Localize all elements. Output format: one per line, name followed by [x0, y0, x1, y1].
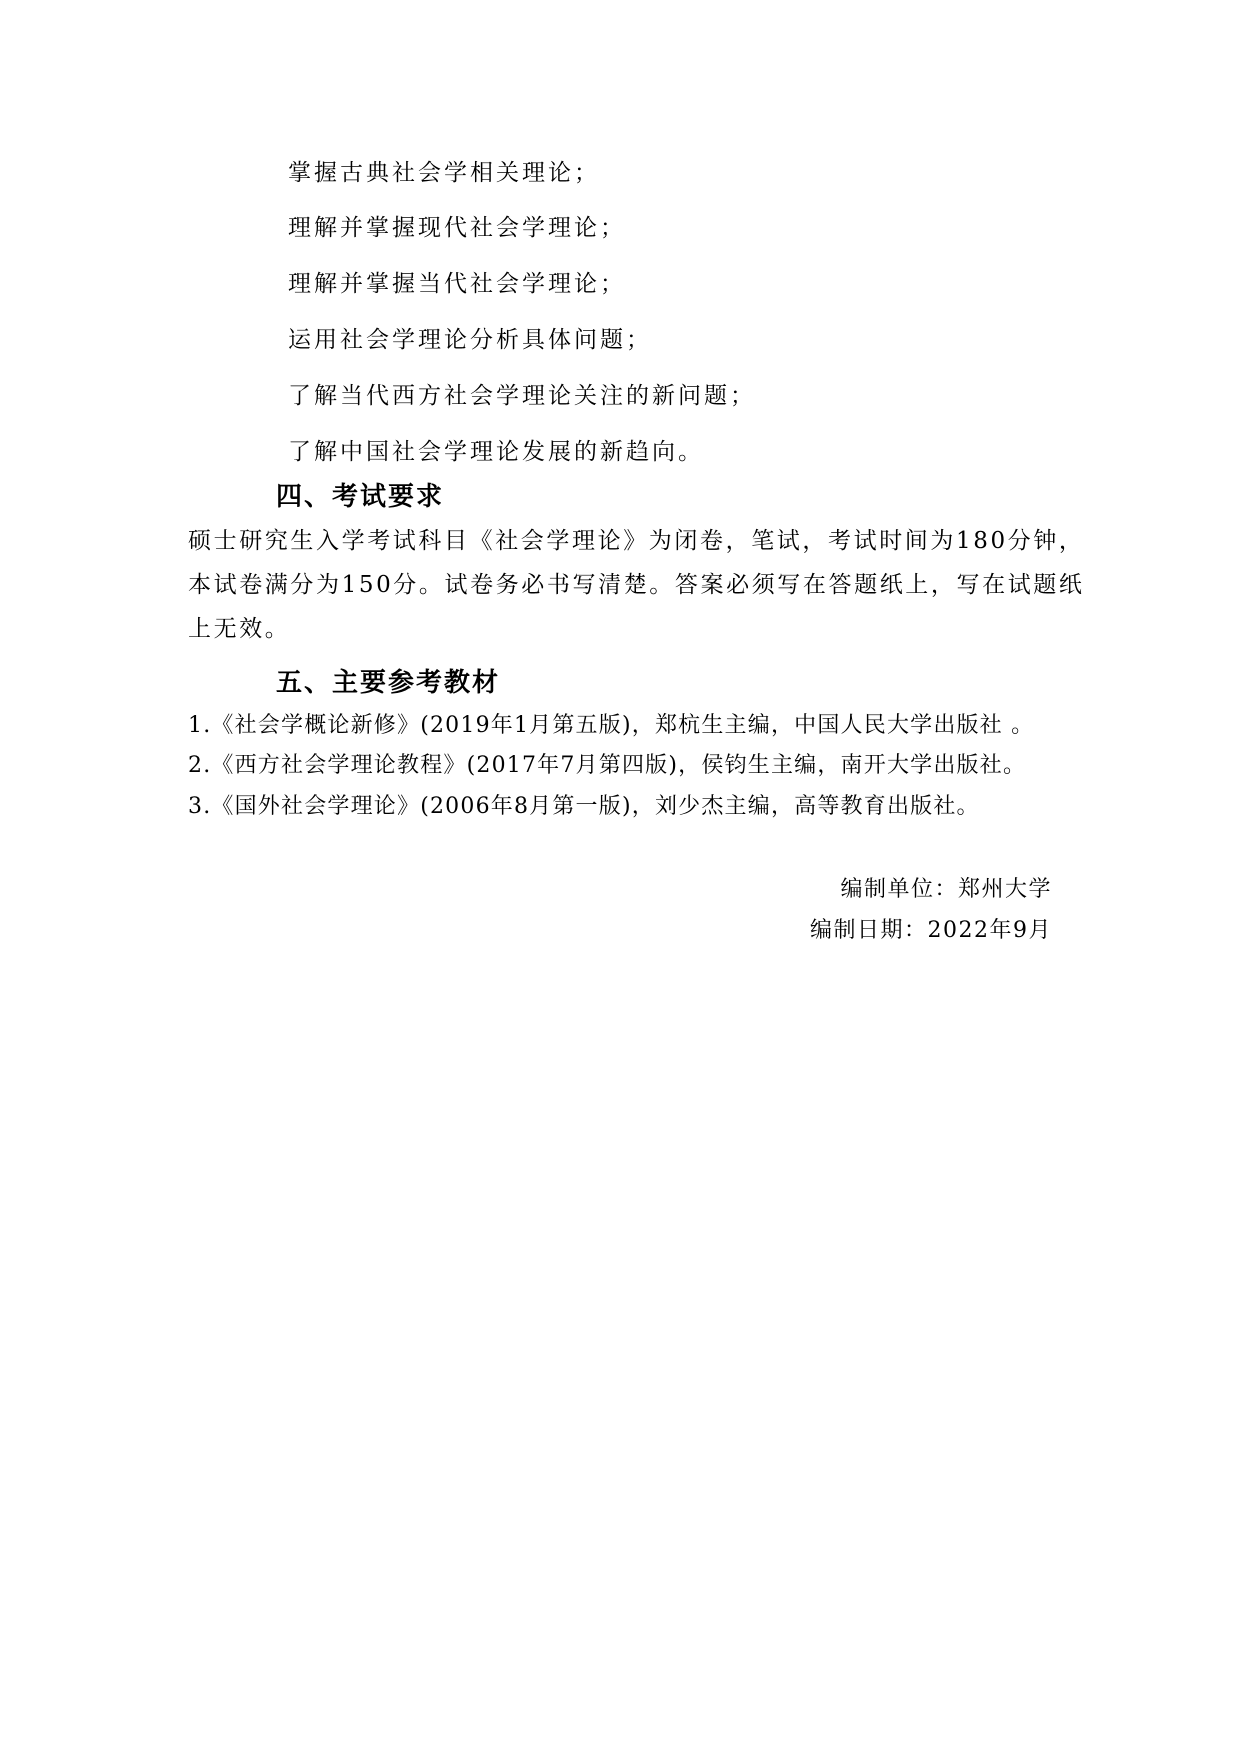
- objective-item: 了解中国社会学理论发展的新趋向。: [288, 439, 704, 465]
- footer-compiling-unit: 编制单位：郑州大学: [840, 877, 1052, 902]
- section-heading-exam-requirements: 四、考试要求: [276, 482, 445, 512]
- objective-item: 理解并掌握现代社会学理论；: [288, 215, 626, 241]
- objective-item: 运用社会学理论分析具体问题；: [288, 327, 652, 353]
- objective-item: 理解并掌握当代社会学理论；: [288, 271, 626, 297]
- footer-compiling-date: 编制日期：2022年9月: [810, 918, 1052, 943]
- reference-item: 3.《国外社会学理论》(2006年8月第一版)，刘少杰主编，高等教育出版社。: [188, 794, 980, 819]
- exam-requirements-line: 本试卷满分为150分。试卷务必书写清楚。答案必须写在答题纸上，写在试题纸: [188, 572, 1085, 598]
- exam-requirements-line: 硕士研究生入学考试科目《社会学理论》为闭卷，笔试，考试时间为180分钟，: [188, 528, 1085, 554]
- section-heading-references: 五、主要参考教材: [276, 668, 501, 698]
- objective-item: 了解当代西方社会学理论关注的新问题；: [288, 383, 756, 409]
- reference-item: 1.《社会学概论新修》(2019年1月第五版)，郑杭生主编，中国人民大学出版社 。: [188, 713, 1035, 738]
- exam-requirements-line: 上无效。: [188, 616, 291, 642]
- objective-item: 掌握古典社会学相关理论；: [288, 160, 600, 186]
- reference-item: 2.《西方社会学理论教程》(2017年7月第四版)，侯钧生主编，南开大学出版社。: [188, 753, 1027, 778]
